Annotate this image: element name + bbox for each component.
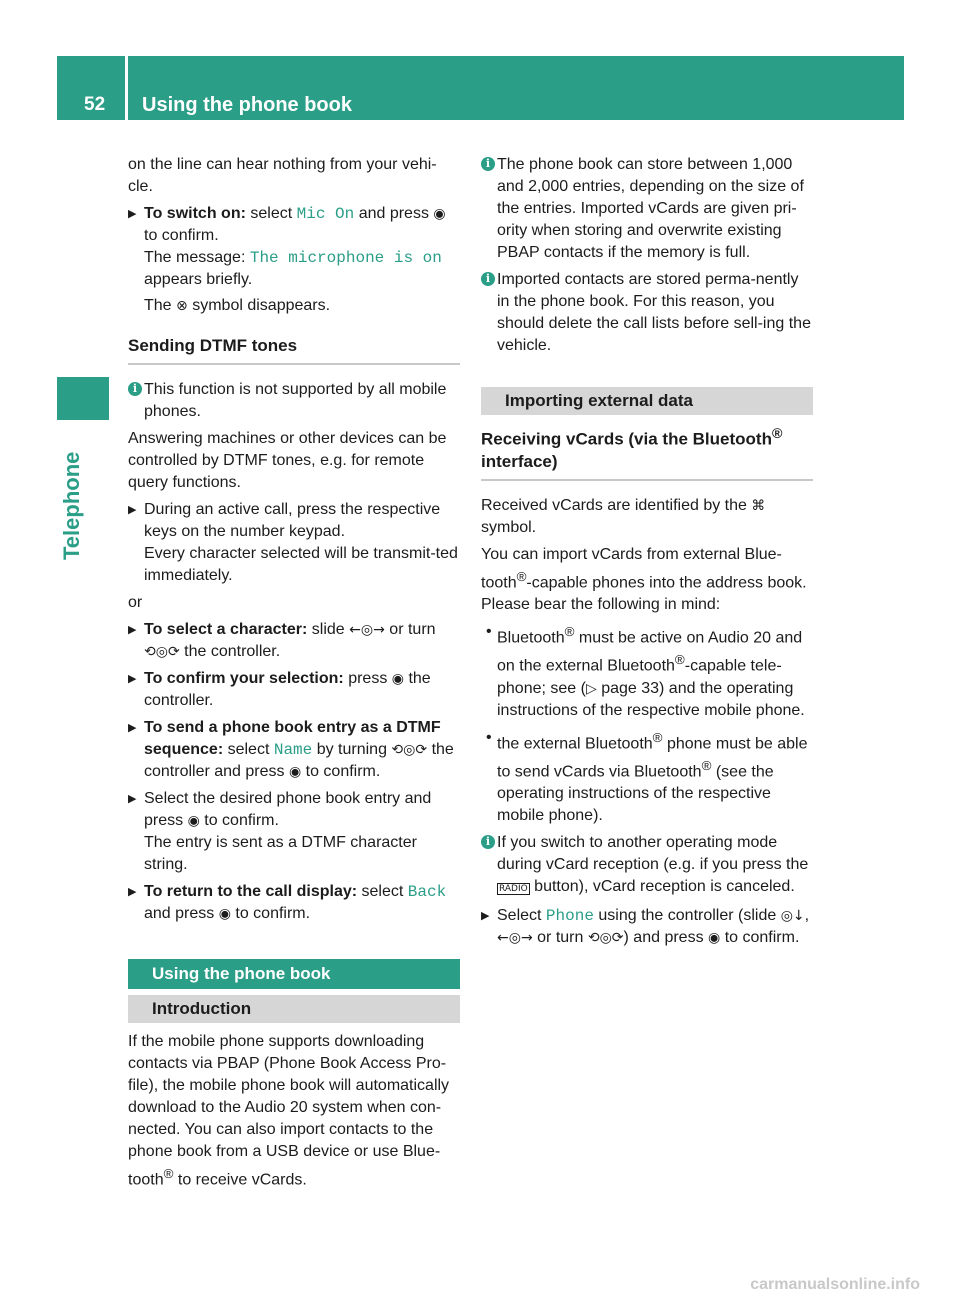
turn-controller-icon: ⟲◎⟳	[391, 742, 428, 758]
step-arrow-icon: ▶	[128, 624, 137, 636]
softkey-phone: Phone	[545, 907, 594, 926]
page-header	[57, 56, 904, 120]
step-active-call: ▶ During an active call, press the respective keys on the number keypad. Every character selected will be transmit-ted immediately.	[128, 501, 458, 584]
press-icon: ◉	[391, 671, 404, 687]
info-icon: i	[481, 835, 495, 849]
left-column	[128, 154, 460, 1196]
header-title-box	[128, 56, 904, 120]
turn-controller-icon: ⟲◎⟳	[144, 644, 180, 660]
step-select-entry: ▶ Select the desired phone book entry and press ◉ to confirm. The entry is sent as a DTMF character string.	[128, 790, 432, 873]
step-arrow-icon: ▶	[128, 886, 137, 898]
press-icon: ◉	[433, 206, 446, 222]
step-arrow-icon: ▶	[128, 673, 137, 685]
step-select-character: ▶ To select a character: slide ←◎→ or turn ⟲◎⟳ the controller.	[128, 621, 436, 660]
slide-left-right-icon: ←◎→	[349, 622, 385, 638]
softkey-name: Name	[273, 741, 313, 759]
intro-text: on the line can hear nothing from your vehi-cle.	[128, 156, 437, 195]
dtmf-heading: Sending DTMF tones	[128, 335, 460, 365]
message-microphone-on: The microphone is on	[249, 249, 442, 267]
step-switch-on: ▶ To switch on: select Mic On and press ◉ to confirm. The message: The microphone is on appears briefly. The ⊗ symbol disappears.	[128, 205, 446, 314]
receiving-vcards-heading: Receiving vCards (via the Bluetooth® interface)	[481, 423, 813, 481]
info-icon: i	[481, 272, 495, 286]
section-bar-introduction: Introduction	[128, 995, 460, 1023]
softkey-mic-on: Mic On	[296, 205, 355, 223]
received-vcards-text: Received vCards are identified by the ⌘ symbol.	[481, 496, 766, 536]
mute-icon: ⊗	[176, 298, 188, 314]
bullet-send-vcards: • the external Bluetooth® phone must be able to send vCards via Bluetooth® (see the operating instructions of the respective mobile phone).	[486, 728, 808, 825]
step-arrow-icon: ▶	[128, 504, 137, 516]
side-chapter-label: Telephone	[59, 451, 84, 560]
step-arrow-icon: ▶	[481, 910, 490, 923]
step-send-entry: ▶ To send a phone book entry as a DTMF sequence: select Name by turning ⟲◎⟳ the controller and press ◉ to confirm.	[128, 719, 454, 780]
press-icon: ◉	[218, 906, 231, 922]
phonebook-capacity-info: i The phone book can store between 1,000 and 2,000 entries, depending on the size of the entries. Imported vCards are given pri-ority when storing and overwrite existing PBAP contacts if the memory is full.	[481, 154, 813, 264]
step-arrow-icon: ▶	[128, 793, 137, 805]
step-arrow-icon: ▶	[128, 208, 137, 220]
step-arrow-icon: ▶	[128, 722, 137, 734]
intro-paragraph: If the mobile phone supports downloading contacts via PBAP (Phone Book Access Pro-file), the mobile phone book will automatically download to the Audio 20 system when con-nected. You can also import contacts to the phone book from a USB device or use Blue-tooth® to receive vCards.	[128, 1033, 450, 1189]
slide-left-right-icon: ←◎→	[497, 930, 533, 947]
section-bar-import: Importing external data	[481, 387, 813, 415]
press-icon: ◉	[288, 764, 302, 780]
press-icon: ◉	[187, 813, 200, 829]
operating-mode-info: i If you switch to another operating mode during vCard reception (e.g. if you press the RADIO button), vCard reception is canceled.	[481, 832, 813, 900]
slide-down-icon: ◎↓	[780, 908, 805, 925]
side-tab	[57, 377, 109, 420]
bullet-bluetooth-active: • Bluetooth® must be active on Audio 20 and on the external Bluetooth®-capable tele-phone; see (▷ page 33) and the operating instructions of the respective mobile phone.	[486, 622, 805, 719]
radio-button-icon: RADIO	[499, 884, 528, 895]
page-number-box	[57, 56, 125, 120]
info-icon: i	[481, 157, 495, 171]
footer-watermark: carmanualsonline.info	[750, 1276, 920, 1293]
section-bar-phone-book: Using the phone book	[128, 959, 460, 989]
import-paragraph: You can import vCards from external Blue-tooth®-capable phones into the address book. Please bear the following in mind:	[481, 545, 807, 613]
press-icon: ◉	[708, 930, 721, 947]
step-select-phone: ▶ Select Phone using the controller (slide ◎↓, ←◎→ or turn ⟲◎⟳) and press ◉ to confirm.	[481, 907, 810, 947]
right-column	[481, 154, 813, 954]
bluetooth-vcard-icon: ⌘	[751, 497, 766, 514]
imported-contacts-info: i Imported contacts are stored perma-nently in the phone book. For this reason, you should delete the call lists before sell-ing the vehicle.	[481, 269, 813, 357]
page-number: 52	[84, 94, 106, 115]
softkey-back: Back	[407, 883, 447, 901]
dtmf-info: i This function is not supported by all mobile phones.	[128, 379, 460, 423]
page-ref-icon: ▷	[585, 680, 597, 697]
dtmf-paragraph: Answering machines or other devices can be controlled by DTMF tones, e.g. for remote query functions.	[128, 430, 447, 491]
step-return-call-display: ▶ To return to the call display: select Back and press ◉ to confirm.	[128, 883, 447, 922]
or-label: or	[128, 594, 143, 611]
turn-controller-icon: ⟲◎⟳	[587, 930, 624, 947]
page-title: Using the phone book	[142, 94, 352, 116]
step-confirm-selection: ▶ To confirm your selection: press ◉ the controller.	[128, 670, 431, 709]
info-icon: i	[128, 382, 142, 396]
